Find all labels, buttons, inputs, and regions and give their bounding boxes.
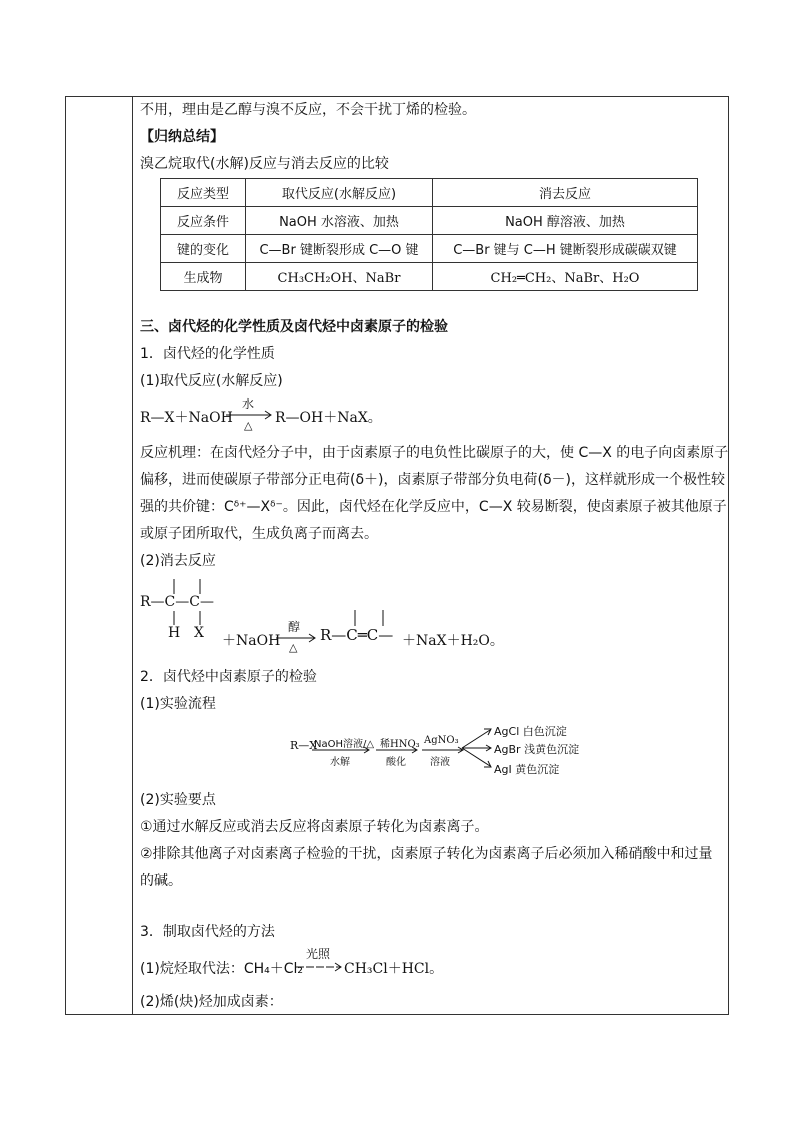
reaction-arrow (296, 962, 344, 972)
flow-step2-bottom: 酸化 (386, 757, 406, 768)
flow-step1-top: NaOH溶液/△ (314, 739, 375, 750)
table-row (161, 179, 698, 207)
condition-top: 光照 (306, 947, 331, 961)
comparison-table (160, 178, 698, 291)
flow-start: R—X (290, 739, 318, 752)
table-cell: 消去反应 (433, 179, 698, 207)
mechanism-line: 反应机理：在卤代烃分子中，由于卤素原子的电负性比碳原子的大，使 C—X 的电子向卤素原子 (140, 445, 729, 461)
point-text: ①通过水解反应或消去反应将卤素原子转化为卤素离子。 (140, 819, 489, 835)
flow-branch-arrows (460, 724, 494, 770)
table-row (161, 263, 698, 291)
left-column (65, 96, 133, 1015)
subsection-title: 2．卤代烃中卤素原子的检验 (140, 669, 317, 685)
bond-lines-product (345, 608, 395, 628)
item-title: (1)取代反应(水解反应) (140, 373, 283, 389)
condition-bottom: △ (244, 419, 253, 432)
table-cell: NaOH 醇溶液、加热 (433, 207, 698, 235)
mechanism-line: 或原子团所取代，生成负离子而离去。 (140, 526, 378, 542)
table-row (161, 235, 698, 263)
condition-bottom: △ (289, 641, 298, 654)
table-cell: CH₂═CH₂、NaBr、H₂O (433, 263, 698, 291)
table-cell: NaOH 水溶液、加热 (246, 207, 433, 235)
product-tail: ＋NaX＋H₂O。 (402, 633, 504, 649)
flow-result: AgCl 白色沉淀 (494, 725, 567, 738)
table-cell: 取代反应(水解反应) (246, 179, 433, 207)
section-title: 三、卤代烃的化学性质及卤代烃中卤素原子的检验 (140, 319, 448, 335)
flow-step1-bottom: 水解 (330, 757, 350, 768)
summary-intro: 溴乙烷取代(水解)反应与消去反应的比较 (140, 156, 389, 172)
table-cell: 键的变化 (161, 235, 246, 263)
flow-step3-bottom: 溶液 (430, 757, 450, 768)
table-cell: C—Br 键断裂形成 C—O 键 (246, 235, 433, 263)
mechanism-line: 偏移，进而使碳原子带部分正电荷(δ＋)，卤素原子带部分负电荷(δ－)，这样就形成一个极性较 (140, 472, 725, 488)
summary-heading: 【归纳总结】 (140, 129, 224, 145)
method-product: CH₃Cl＋HCl。 (344, 961, 444, 977)
conclusion-text: 不用，理由是乙醇与溴不反应，不会干扰丁烯的检验。 (140, 102, 476, 118)
item-title: (1)实验流程 (140, 696, 216, 712)
flow-result: AgBr 浅黄色沉淀 (494, 743, 580, 756)
method-text: (1)烷烃取代法：CH₄＋Cl₂ (140, 961, 304, 977)
subsection-title: 3．制取卤代烃的方法 (140, 924, 275, 940)
item-title: (2)实验要点 (140, 792, 216, 808)
method-text: (2)烯(炔)烃加成卤素： (140, 994, 283, 1010)
reactant-formula: R—C—C— (140, 594, 214, 610)
table-row (161, 207, 698, 235)
condition-top: 水 (242, 397, 255, 411)
reagent-naoh: ＋NaOH (222, 633, 281, 649)
mechanism-line: 强的共价键：Cᵟ⁺—Xᵟ⁻。因此，卤代烃在化学反应中，C—X 较易断裂，使卤素原子被其他原子 (140, 499, 727, 515)
point-text: 的碱。 (140, 873, 182, 889)
equation-left: R—X＋NaOH (140, 410, 233, 426)
condition-top: 醇 (288, 620, 301, 634)
subsection-title: 1．卤代烃的化学性质 (140, 346, 275, 362)
table-cell: C—Br 键与 C—H 键断裂形成碳碳双键 (433, 235, 698, 263)
flow-step3-top: AgNO₃ (424, 735, 459, 746)
flow-step2-top: 稀HNO₃ (380, 739, 420, 750)
substituent-h: H (168, 625, 181, 641)
table-cell: 反应条件 (161, 207, 246, 235)
equation-right: R—OH＋NaX。 (275, 410, 382, 426)
table-cell: 生成物 (161, 263, 246, 291)
product-formula: R—C═C— (320, 626, 394, 644)
point-text: ②排除其他离子对卤素离子检验的干扰，卤素原子转化为卤素离子后必须加入稀硝酸中和过量 (140, 846, 713, 862)
table-cell: 反应类型 (161, 179, 246, 207)
flow-result: AgI 黄色沉淀 (494, 763, 560, 776)
table-cell: CH₃CH₂OH、NaBr (246, 263, 433, 291)
substituent-x: X (194, 625, 204, 641)
item-title: (2)消去反应 (140, 553, 216, 569)
